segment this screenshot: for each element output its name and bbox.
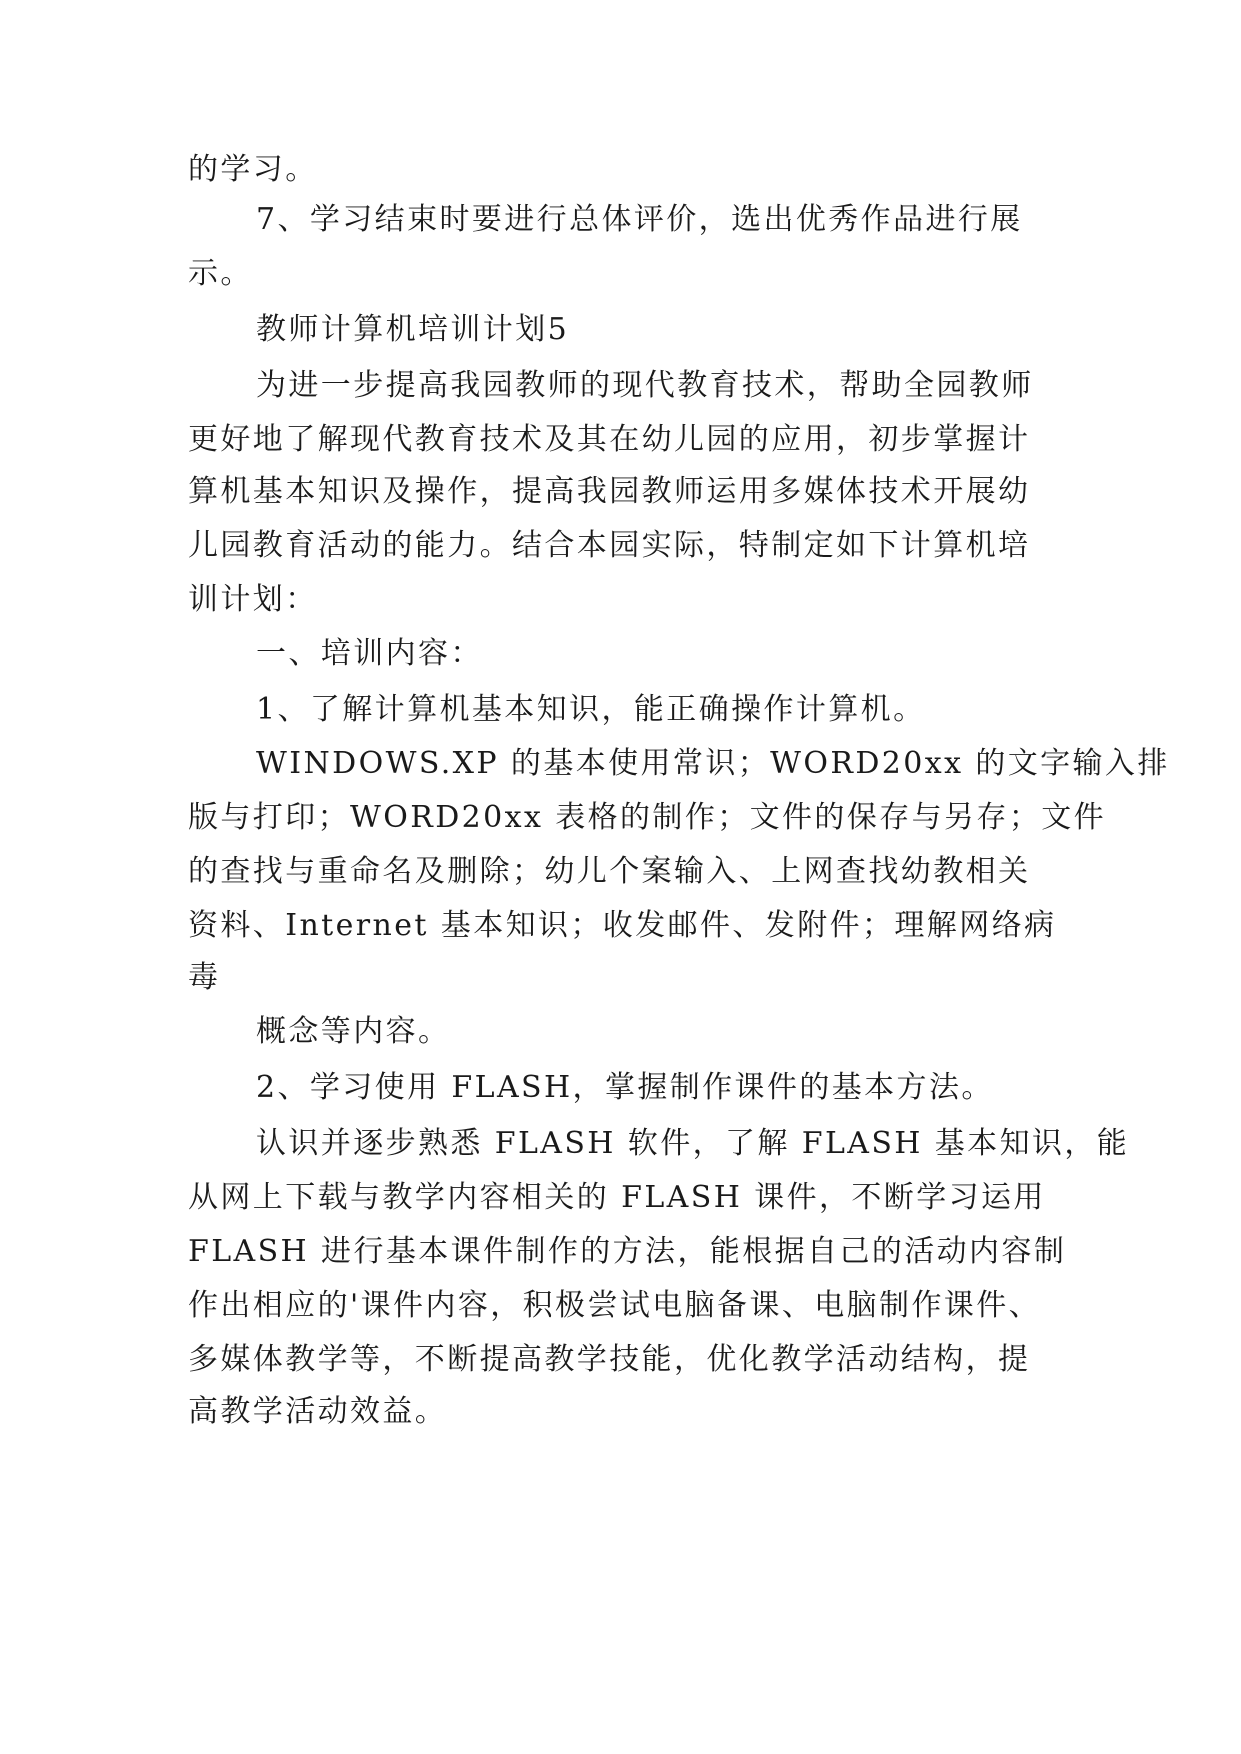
paragraph-line: 算机基本知识及操作，提高我园教师运用多媒体技术开展幼: [188, 474, 1031, 509]
paragraph-line: 认识并逐步熟悉 FLASH 软件，了解 FLASH 基本知识，能: [256, 1126, 1130, 1161]
paragraph-line: 概念等内容。: [256, 1014, 451, 1049]
list-item-heading: 2、学习使用 FLASH，掌握制作课件的基本方法。: [256, 1070, 994, 1105]
paragraph-line: 7、学习结束时要进行总体评价，选出优秀作品进行展: [256, 202, 1023, 237]
paragraph-line: 训计划：: [188, 582, 318, 617]
paragraph-line: WINDOWS.XP 的基本使用常识；WORD20xx 的文字输入排: [256, 746, 1170, 781]
paragraph-line: 高教学活动效益。: [188, 1394, 448, 1429]
section-heading: 教师计算机培训计划5: [256, 312, 570, 347]
paragraph-line: 从网上下载与教学内容相关的 FLASH 课件，不断学习运用: [188, 1180, 1046, 1215]
paragraph-line: 更好地了解现代教育技术及其在幼儿园的应用，初步掌握计: [188, 422, 1031, 457]
paragraph-line: 的查找与重命名及删除；幼儿个案输入、上网查找幼教相关: [188, 854, 1031, 889]
paragraph-line: 作出相应的'课件内容，积极尝试电脑备课、电脑制作课件、: [188, 1288, 1042, 1323]
paragraph-line: 毒: [188, 960, 221, 995]
paragraph-line: 版与打印；WORD20xx 表格的制作；文件的保存与另存；文件: [188, 800, 1107, 835]
paragraph-line: 示。: [188, 256, 253, 291]
section-heading: 一、培训内容：: [256, 636, 483, 671]
paragraph-line: 为进一步提高我园教师的现代教育技术，帮助全园教师: [256, 368, 1034, 403]
list-item-heading: 1、了解计算机基本知识，能正确操作计算机。: [256, 692, 926, 727]
paragraph-line: 资料、Internet 基本知识；收发邮件、发附件；理解网络病: [188, 908, 1057, 943]
paragraph-line: 多媒体教学等，不断提高教学技能，优化教学活动结构，提: [188, 1342, 1031, 1377]
paragraph-line: 儿园教育活动的能力。结合本园实际，特制定如下计算机培: [188, 528, 1031, 563]
paragraph-line: FLASH 进行基本课件制作的方法，能根据自己的活动内容制: [188, 1234, 1067, 1269]
paragraph-line: 的学习。: [188, 152, 318, 187]
